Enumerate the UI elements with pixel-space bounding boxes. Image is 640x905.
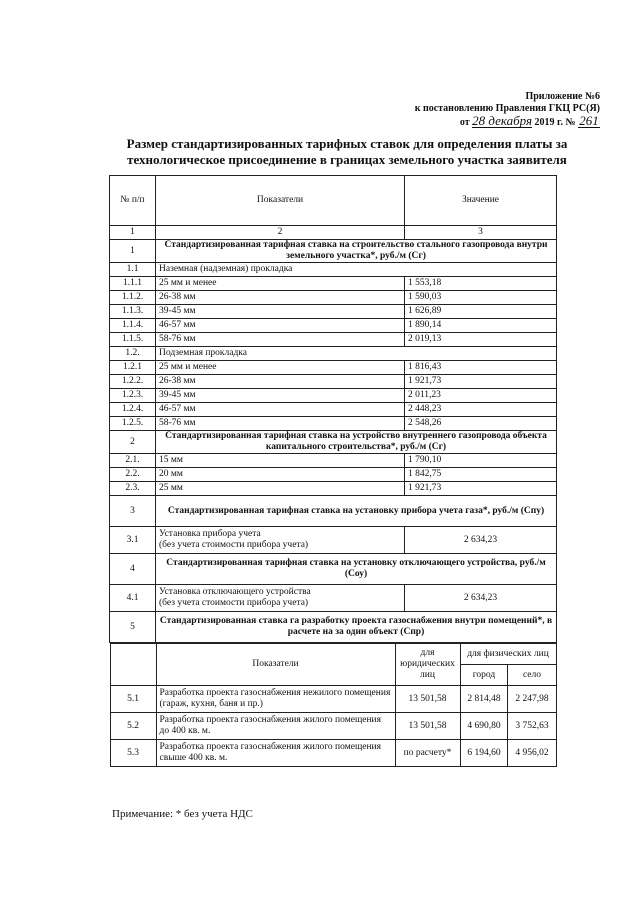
row-value: 1 816,43	[405, 361, 557, 375]
section-title: Стандартизированная тарифная ставка на устройство внутреннего газопровода объекта капитального строительства*, руб./м (Сг)	[156, 431, 557, 454]
row-number: 2.2.	[110, 468, 156, 482]
section-5-table-row	[110, 643, 557, 768]
row-value: 1 842,75	[405, 468, 557, 482]
section-1-row	[110, 240, 557, 263]
row-value: 2 448,23	[405, 403, 557, 417]
section-2-row	[110, 431, 557, 454]
row-number: 4.1	[110, 585, 156, 612]
tariff-table	[109, 175, 557, 767]
section-number: 5	[110, 612, 156, 643]
section-4-row	[110, 554, 557, 585]
table-row	[110, 417, 557, 431]
sub-header-indicators: Показатели	[156, 644, 395, 686]
sub-header-empty	[110, 644, 156, 686]
col-header-value: Значение	[405, 176, 557, 226]
table-row	[110, 482, 557, 496]
row-label-line1: Установка прибора учета	[159, 529, 261, 539]
row-value-village: 4 956,02	[508, 740, 556, 767]
row-label	[156, 585, 405, 612]
footnote: Примечание: * без учета НДС	[112, 808, 253, 820]
section-number: 2	[110, 431, 156, 454]
sub-header-legal: для юридических лиц	[395, 644, 460, 686]
section-title: Стандартизированная ставка га разработку проекта газоснабжения внутри помещений*, в расчете на за один объект (Спр)	[156, 612, 557, 643]
section-number: 1	[110, 240, 156, 263]
row-label: Разработка проекта газоснабжения жилого помещения свыше 400 кв. м.	[156, 740, 395, 767]
table-row	[110, 468, 557, 482]
row-label: 58-76 мм	[156, 417, 405, 431]
handwritten-date: 28 декабря	[472, 113, 533, 128]
table-row	[110, 403, 557, 417]
section-3-row	[110, 496, 557, 527]
section-number: 3	[110, 496, 156, 527]
row-label: 26-38 мм	[156, 291, 405, 305]
row-number: 5.1	[110, 686, 156, 713]
project-rates-table	[110, 643, 557, 767]
table-row	[110, 291, 557, 305]
table-row	[110, 686, 556, 713]
row-number: 1.2.3.	[110, 389, 156, 403]
header-row	[110, 176, 557, 226]
year-text: 2019 г. №	[534, 117, 576, 128]
column-number-row	[110, 226, 557, 240]
section-title: Стандартизированная тарифная ставка на установку прибора учета газа*, руб./м (Спу)	[156, 496, 557, 527]
row-number: 5.3	[110, 740, 156, 767]
group-row	[110, 263, 557, 277]
group-label: Наземная (надземная) прокладка	[156, 263, 557, 277]
row-value-city: 2 814,48	[460, 686, 508, 713]
row-label: Разработка проекта газоснабжения нежилого помещения (гараж, кухня, баня и пр.)	[156, 686, 395, 713]
appendix-header	[415, 91, 600, 129]
row-label: 46-57 мм	[156, 319, 405, 333]
sub-header-village: село	[508, 665, 556, 686]
row-value: 1 553,18	[405, 277, 557, 291]
row-value: 2 634,23	[405, 585, 557, 612]
section-title: Стандартизированная тарифная ставка на строительство стального газопровода внутри земельного участка*, руб./м (Сг)	[156, 240, 557, 263]
row-number: 1.1.1	[110, 277, 156, 291]
row-label-line2: (без учета стоимости прибора учета)	[159, 598, 309, 608]
row-number: 1.2.2.	[110, 375, 156, 389]
row-label: 15 мм	[156, 454, 405, 468]
table-row	[110, 333, 557, 347]
row-label: 39-45 мм	[156, 305, 405, 319]
row-label: 25 мм и менее	[156, 361, 405, 375]
date-prefix: от	[459, 117, 470, 128]
table-row	[110, 277, 557, 291]
row-label: 58-76 мм	[156, 333, 405, 347]
row-number: 1.1.5.	[110, 333, 156, 347]
row-value-village: 2 247,98	[508, 686, 556, 713]
row-label: Разработка проекта газоснабжения жилого помещения до 400 кв. м.	[156, 713, 395, 740]
table-row	[110, 375, 557, 389]
row-number: 2.3.	[110, 482, 156, 496]
row-number: 1.2.4.	[110, 403, 156, 417]
table-row	[110, 527, 557, 554]
section-number: 4	[110, 554, 156, 585]
document-title: Размер стандартизированных тарифных ставок для определения платы за технологическое присоединение в границах земельного участка заявителя	[126, 136, 568, 167]
table-row	[110, 305, 557, 319]
row-value: 1 890,14	[405, 319, 557, 333]
col-header-indicators: Показатели	[156, 176, 405, 226]
appendix-number: Приложение №6	[525, 91, 600, 102]
row-label: 25 мм и менее	[156, 277, 405, 291]
row-value: 2 634,23	[405, 527, 557, 554]
row-value: 2 011,23	[405, 389, 557, 403]
row-label: 39-45 мм	[156, 389, 405, 403]
sub-header-individuals: для физических лиц	[460, 644, 556, 665]
row-label	[156, 527, 405, 554]
row-label: 25 мм	[156, 482, 405, 496]
row-value-village: 3 752,63	[508, 713, 556, 740]
row-label-line1: Установка отключающего устройства	[159, 587, 311, 597]
row-label: 20 мм	[156, 468, 405, 482]
group-label: Подземная прокладка	[156, 347, 557, 361]
row-value-legal: 13 501,58	[395, 686, 460, 713]
row-value: 1 790,10	[405, 454, 557, 468]
table-row	[110, 319, 557, 333]
row-value-legal: 13 501,58	[395, 713, 460, 740]
row-number: 1.1.2.	[110, 291, 156, 305]
table-row	[110, 585, 557, 612]
section-title: Стандартизированная тарифная ставка на установку отключающего устройства, руб./м (Соу)	[156, 554, 557, 585]
row-value-city: 4 690,80	[460, 713, 508, 740]
row-number: 1.2.1	[110, 361, 156, 375]
row-label: 46-57 мм	[156, 403, 405, 417]
table-row	[110, 454, 557, 468]
row-value: 2 548,26	[405, 417, 557, 431]
table-row	[110, 713, 556, 740]
row-number: 1.1.4.	[110, 319, 156, 333]
row-value-city: 6 194,60	[460, 740, 508, 767]
row-value: 1 921,73	[405, 375, 557, 389]
resolution-date-line	[415, 115, 600, 129]
col-header-number: № п/п	[110, 176, 156, 226]
section-5-row	[110, 612, 557, 643]
row-number: 1.1.3.	[110, 305, 156, 319]
sub-header-city: город	[460, 665, 508, 686]
row-value: 2 019,13	[405, 333, 557, 347]
row-number: 5.2	[110, 713, 156, 740]
col-number-3: 3	[405, 226, 557, 240]
group-row	[110, 347, 557, 361]
resolution-reference: к постановлению Правления ГКЦ РС(Я)	[414, 103, 600, 114]
row-number: 3.1	[110, 527, 156, 554]
row-label: 26-38 мм	[156, 375, 405, 389]
row-value: 1 921,73	[405, 482, 557, 496]
row-number: 1.2.5.	[110, 417, 156, 431]
table-row	[110, 740, 556, 767]
table-row	[110, 389, 557, 403]
row-value: 1 626,89	[405, 305, 557, 319]
group-number: 1.2.	[110, 347, 156, 361]
row-label-line2: (без учета стоимости прибора учета)	[159, 540, 309, 550]
handwritten-number: 261	[579, 113, 599, 128]
table-row	[110, 361, 557, 375]
col-number-1: 1	[110, 226, 156, 240]
sub-header-row	[110, 644, 556, 665]
group-number: 1.1	[110, 263, 156, 277]
row-number: 2.1.	[110, 454, 156, 468]
row-value-legal: по расчету*	[395, 740, 460, 767]
row-value: 1 590,03	[405, 291, 557, 305]
col-number-2: 2	[156, 226, 405, 240]
